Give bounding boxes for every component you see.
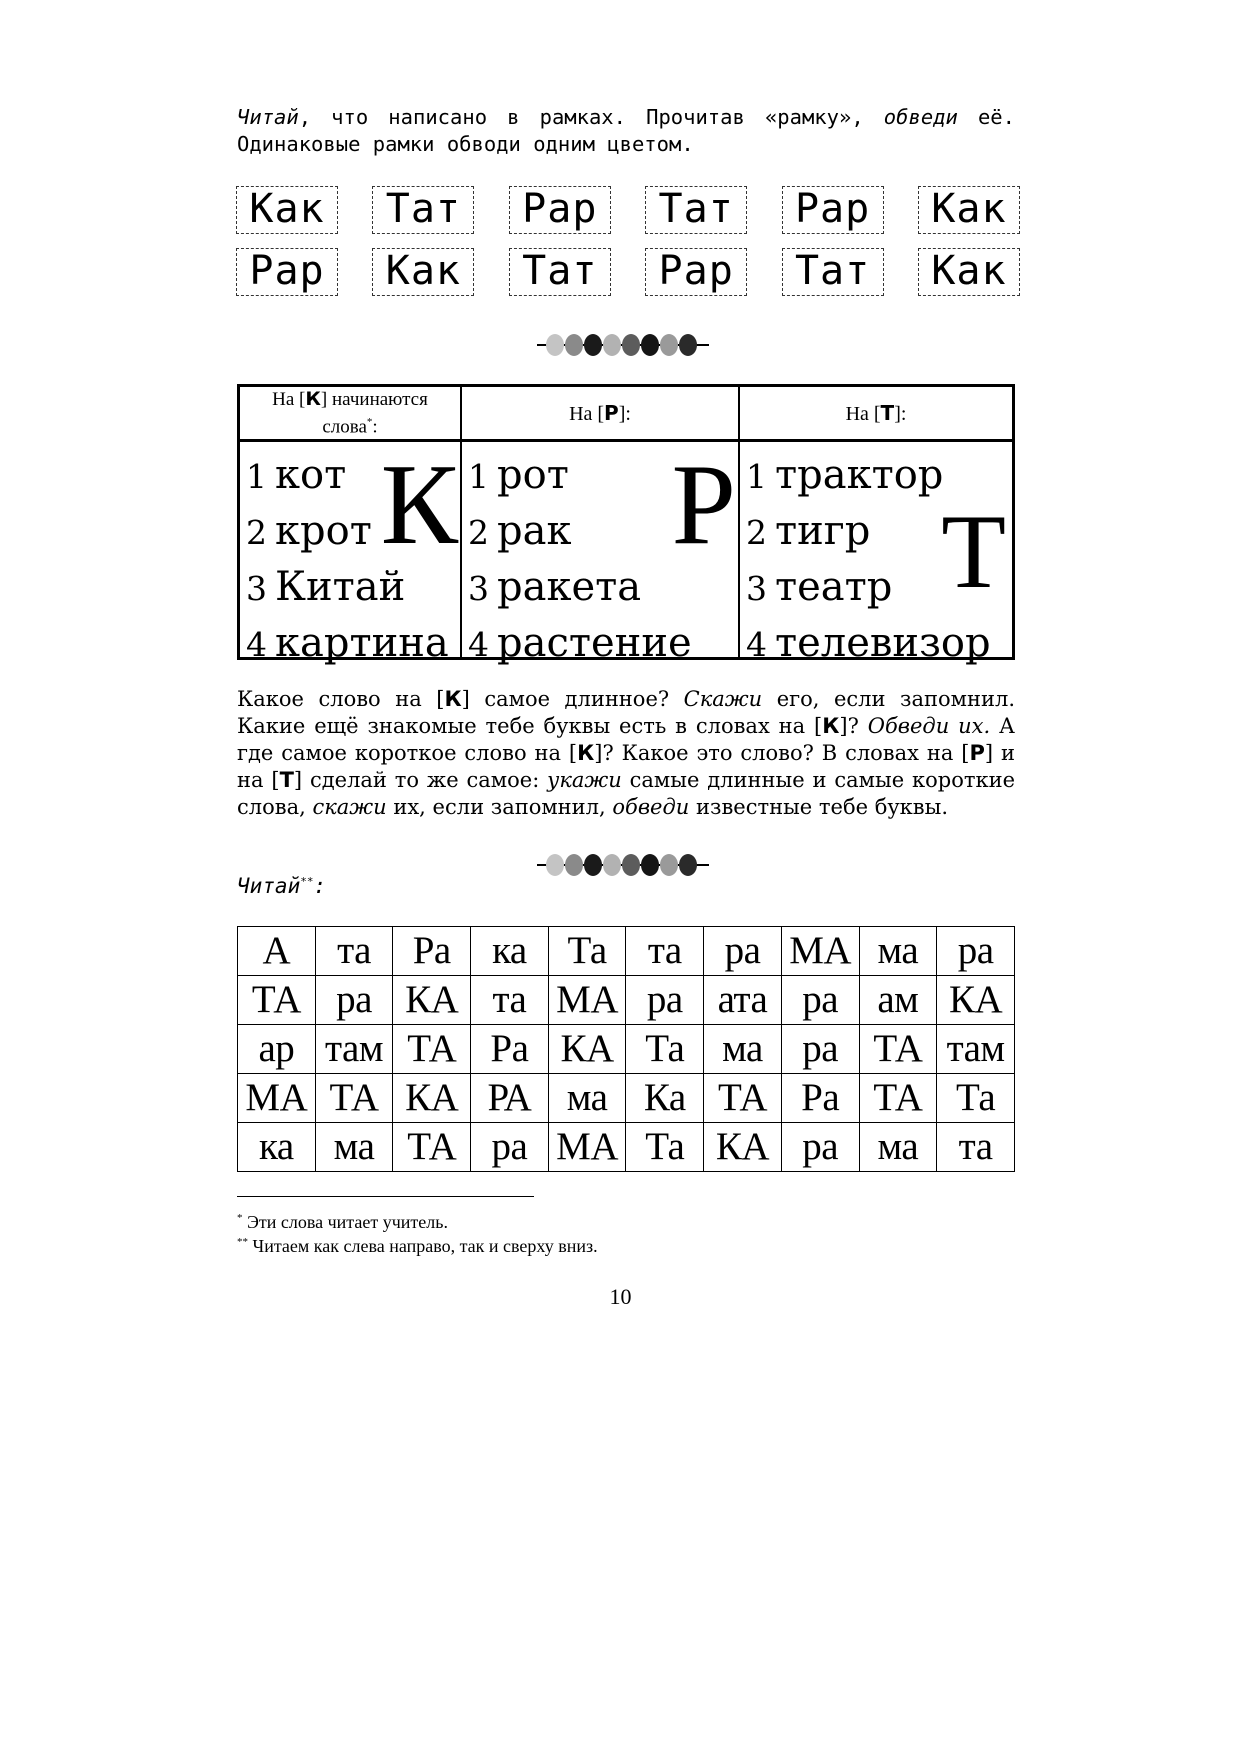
word-frame[interactable]: Как [918,186,1020,234]
syllable-cell[interactable]: ТА [393,1025,471,1074]
syllable-cell[interactable]: ТА [393,1123,471,1172]
syllable-cell[interactable]: КА [704,1123,782,1172]
bead [622,854,640,876]
read-label: Читай**: [237,874,327,898]
word-item: 1 кот [246,452,347,498]
frame-row-2 [236,248,1020,296]
grid-row [238,1025,1015,1074]
word-frame[interactable]: Как [236,186,338,234]
word-frame[interactable]: Рар [509,186,611,234]
column-header: На [Т]: [740,387,1012,442]
syllable-cell[interactable]: та [626,927,704,976]
word-frame[interactable]: Рар [236,248,338,296]
syllable-cell[interactable]: ка [471,927,549,976]
bead [603,854,621,876]
syllable-grid [237,926,1015,1172]
syllable-cell[interactable]: ТА [859,1025,937,1074]
bead-divider [537,333,709,357]
syllable-cell[interactable]: ТА [704,1074,782,1123]
footnote-1: * Эти слова читает учитель. [237,1212,448,1232]
bead [679,334,697,356]
page-number: 10 [609,1284,632,1309]
word-item: 1 трактор [746,452,944,498]
word-item: 2 рак [468,508,572,554]
syllable-cell[interactable]: та [471,976,549,1025]
word-item: 3 театр [746,564,893,610]
syllable-cell[interactable]: ра [781,1123,859,1172]
word-frame[interactable]: Как [918,248,1020,296]
letter-column-t [740,387,1012,666]
syllable-cell[interactable]: Ра [781,1074,859,1123]
grid-row [238,1074,1015,1123]
syllable-cell[interactable]: Ра [393,927,471,976]
column-header: На [Р]: [462,387,738,442]
word-list [240,442,460,672]
syllable-cell[interactable]: ма [548,1074,626,1123]
syllable-cell[interactable]: ра [781,1025,859,1074]
column-header: На [К] начинаются слова*: [240,387,460,442]
syllable-cell[interactable]: КА [393,1074,471,1123]
instruction-verb-read: Читай [237,105,299,129]
syllable-cell[interactable]: КА [548,1025,626,1074]
syllable-cell[interactable]: РА [471,1074,549,1123]
bead [660,334,678,356]
word-item: 2 крот [246,508,372,554]
word-item: 4 картина [246,620,449,666]
syllable-cell[interactable]: Та [937,1074,1015,1123]
grid-row [238,927,1015,976]
syllable-cell[interactable]: ТА [859,1074,937,1123]
syllable-cell[interactable]: ра [704,927,782,976]
syllable-cell[interactable]: ра [937,927,1015,976]
syllable-cell[interactable]: МА [548,976,626,1025]
grid-row [238,1123,1015,1172]
word-item: 3 ракета [468,564,642,610]
syllable-cell[interactable]: ма [315,1123,393,1172]
bead [565,854,583,876]
syllable-cell[interactable]: ра [471,1123,549,1172]
word-frame[interactable]: Рар [645,248,747,296]
syllable-cell[interactable]: ма [704,1025,782,1074]
letter-column-r [462,387,740,666]
bead [565,334,583,356]
syllable-cell[interactable]: ТА [238,976,316,1025]
word-item: 2 тигр [746,508,871,554]
syllable-cell[interactable]: ар [238,1025,316,1074]
letter-column-k [240,387,462,666]
syllable-cell[interactable]: ам [859,976,937,1025]
syllable-cell[interactable]: Та [626,1123,704,1172]
syllable-cell[interactable]: МА [781,927,859,976]
bead [679,854,697,876]
syllable-cell[interactable]: ра [315,976,393,1025]
syllable-cell[interactable]: МА [548,1123,626,1172]
big-letter: Т [941,493,1006,610]
frame-row-1 [236,186,1020,234]
syllable-cell[interactable]: ма [859,927,937,976]
syllable-cell[interactable]: ка [238,1123,316,1172]
word-list [462,442,738,672]
bead [660,854,678,876]
footnote-2: ** Читаем как слева направо, так и сверху вниз. [237,1236,598,1256]
syllable-cell[interactable]: ма [859,1123,937,1172]
instruction-text: Читай, что написано в рамках. Прочитав «рамку», обведи её. Одинаковые рамки обводи одним цветом. [237,105,1015,156]
word-frame[interactable]: Рар [782,186,884,234]
syllable-cell[interactable]: ТА [315,1074,393,1123]
big-letter: Р [671,441,736,569]
word-item: 3 Китай [246,564,406,610]
syllable-cell[interactable]: та [315,927,393,976]
syllable-cell[interactable]: там [315,1025,393,1074]
word-item: 4 растение [468,620,692,666]
bead [546,854,564,876]
grid-row [238,976,1015,1025]
bead-divider [537,853,709,877]
syllable-cell[interactable]: Ка [626,1074,704,1123]
syllable-cell[interactable]: там [937,1025,1015,1074]
bead [641,334,659,356]
big-letter: К [380,441,458,569]
word-frame[interactable]: Тат [372,186,474,234]
bead [584,854,602,876]
syllable-cell[interactable]: КА [393,976,471,1025]
word-item: 1 рот [468,452,569,498]
syllable-cell[interactable]: Та [626,1025,704,1074]
word-list [740,442,1012,672]
syllable-cell[interactable]: КА [937,976,1015,1025]
syllable-cell[interactable]: МА [238,1074,316,1123]
syllable-cell[interactable]: та [937,1123,1015,1172]
bead [584,334,602,356]
word-frame[interactable]: Тат [645,186,747,234]
syllable-cell[interactable]: ата [704,976,782,1025]
bead [641,854,659,876]
word-frame[interactable]: Тат [782,248,884,296]
word-frame[interactable]: Тат [509,248,611,296]
bead [546,334,564,356]
syllable-cell[interactable]: А [238,927,316,976]
syllable-cell[interactable]: Ра [471,1025,549,1074]
letter-table [237,384,1015,666]
instruction-verb-circle: обведи [883,105,958,129]
task-paragraph: Какое слово на [К] самое длинное? Скажи его, если запомнил. Какие ещё знакомые тебе буквы есть в словах на [К]? Обведи их. А где самое короткое слово на [К]? Какое это слово? В словах на [Р] и на [Т] сделай то же самое: укажи самые длинные и самые короткие слова, скажи их, если запомнил, обведи известные тебе буквы. [237,687,1016,819]
syllable-cell[interactable]: Та [548,927,626,976]
bead [622,334,640,356]
syllable-cell[interactable]: ра [781,976,859,1025]
footnote-separator [237,1196,534,1197]
bead [603,334,621,356]
syllable-cell[interactable]: ра [626,976,704,1025]
word-frame[interactable]: Как [372,248,474,296]
word-item: 4 телевизор [746,620,991,666]
